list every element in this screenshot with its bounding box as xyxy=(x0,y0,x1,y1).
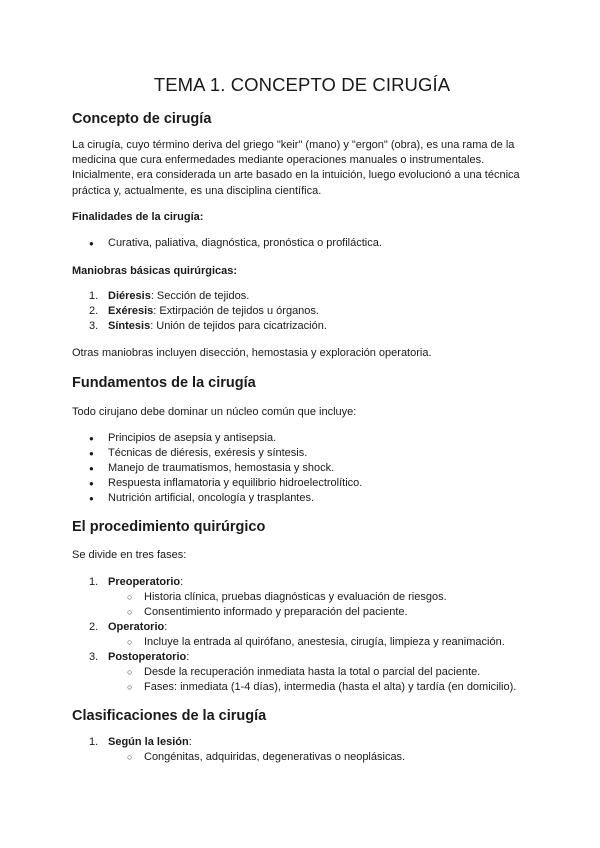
colon: : xyxy=(180,576,184,588)
sublist-item: ○ Fases: inmediata (1-4 días), intermedia (hasta el alta) y tardía (en domicilio). xyxy=(144,680,516,695)
definition: : Unión de tejidos para cicatrización. xyxy=(150,320,327,332)
page-title: TEMA 1. CONCEPTO DE CIRUGÍA xyxy=(153,74,451,95)
list-item xyxy=(89,319,327,334)
phase-name: Preoperatorio xyxy=(108,576,181,588)
sublist xyxy=(144,665,516,695)
list-item: ● Principios de asepsia y antisepsia. xyxy=(108,431,362,446)
colon: : xyxy=(188,736,192,748)
paragraph-concepto: La cirugía, cuyo término deriva del griego "keir" (mano) y "ergon" (obra), es una rama de la medicina que cura enfermedades mediante operaciones manuales o instrumentales. Inicialmente, era considerada un arte basado en la intuición, luego evolucionó a una técnica práctica y, actualmente, es una disciplina científica. xyxy=(72,139,520,197)
definition: : Sección de tejidos. xyxy=(150,290,250,302)
colon: : xyxy=(186,651,190,663)
paragraph-otras: Otras maniobras incluyen disección, hemostasia y exploración operatoria. xyxy=(72,347,432,359)
sublist-item: ○ Congénitas, adquiridas, degenerativas o neoplásicas. xyxy=(144,750,405,765)
list-fundamentos xyxy=(108,431,362,506)
term: Diéresis xyxy=(108,290,151,302)
list-number: 2. xyxy=(89,305,99,317)
list-number: 1. xyxy=(89,736,99,748)
list-item: ● Técnicas de diéresis, exéresis y síntesis. xyxy=(108,446,362,461)
term: Exéresis xyxy=(108,305,154,317)
paragraph-procedimiento: Se divide en tres fases: xyxy=(72,549,187,561)
list-item: ● Respuesta inflamatoria y equilibrio hidroelectrolítico. xyxy=(108,476,362,491)
sublist xyxy=(144,635,516,650)
list-number: 2. xyxy=(89,621,99,633)
definition: : Extirpación de tejidos u órganos. xyxy=(153,305,319,317)
sublist-item: ○ Desde la recuperación inmediata hasta la total o parcial del paciente. xyxy=(144,665,516,680)
list-item: ● Manejo de traumatismos, hemostasia y shock. xyxy=(108,461,362,476)
list-item xyxy=(89,620,505,650)
colon: : xyxy=(164,621,168,633)
section-heading-clasificaciones: Clasificaciones de la cirugía xyxy=(72,708,267,724)
list-number: 3. xyxy=(89,651,99,663)
list-item xyxy=(89,304,327,319)
subheading-maniobras: Maniobras básicas quirúrgicas: xyxy=(72,265,238,277)
sublist-item: ○ Consentimiento informado y preparación del paciente. xyxy=(144,605,516,620)
list-fases xyxy=(89,575,517,695)
list-number: 1. xyxy=(89,290,99,302)
list-maniobras xyxy=(89,289,327,334)
list-number: 3. xyxy=(89,320,99,332)
section-heading-concepto: Concepto de cirugía xyxy=(72,111,212,127)
section-heading-procedimiento: El procedimiento quirúrgico xyxy=(72,519,266,535)
phase-name: Postoperatorio xyxy=(108,651,187,663)
term: Síntesis xyxy=(108,320,151,332)
section-heading-fundamentos: Fundamentos de la cirugía xyxy=(72,375,256,391)
paragraph-fundamentos: Todo cirujano debe dominar un núcleo común que incluye: xyxy=(72,406,357,418)
list-item xyxy=(89,289,327,304)
sublist xyxy=(144,590,516,620)
list-clasificaciones xyxy=(89,735,406,765)
list-finalidades xyxy=(108,236,382,251)
list-item xyxy=(89,735,406,765)
classification-name: Según la lesión xyxy=(108,736,189,748)
list-item: ● Nutrición artificial, oncología y trasplantes. xyxy=(108,491,362,506)
sublist-item: ○ Incluye la entrada al quirófano, anestesia, cirugía, limpieza y reanimación. xyxy=(144,635,516,650)
sublist-item: ○ Historia clínica, pruebas diagnósticas y evaluación de riesgos. xyxy=(144,590,516,605)
list-item xyxy=(89,575,480,620)
subheading-finalidades: Finalidades de la cirugía: xyxy=(72,211,204,223)
list-item: ● Curativa, paliativa, diagnóstica, pronóstica o profiláctica. xyxy=(108,236,382,251)
phase-name: Operatorio xyxy=(108,621,165,633)
sublist xyxy=(144,750,405,765)
list-item xyxy=(89,650,517,695)
list-number: 1. xyxy=(89,576,99,588)
